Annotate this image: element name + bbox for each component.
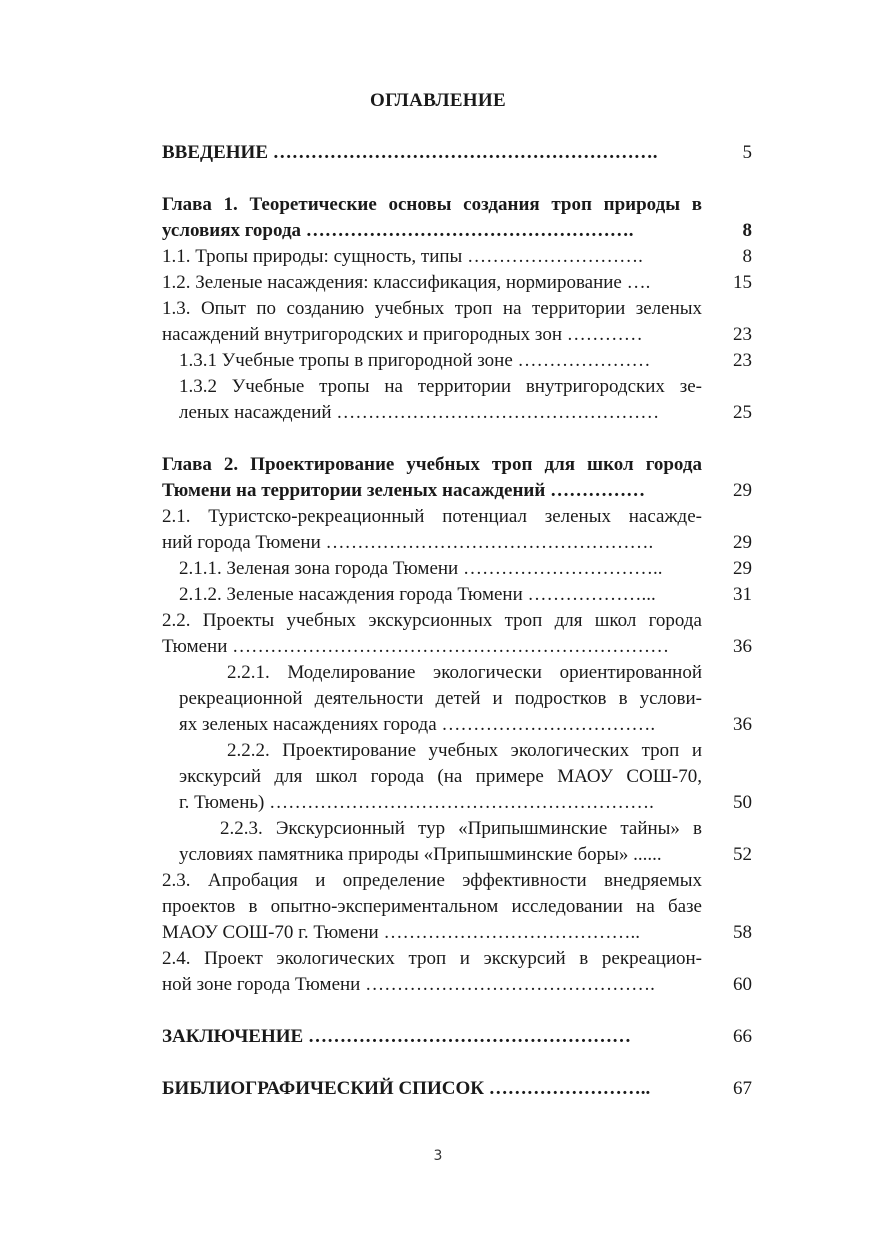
toc-line: 2.2.2. Проектирование учебных экологических троп и (227, 740, 702, 761)
toc-line: условиях памятника природы «Припышминские боры» ...... (179, 844, 662, 865)
toc-page-number: 67 (733, 1078, 752, 1099)
toc-line: Тюмени на территории зеленых насаждений …………… (162, 480, 646, 501)
toc-line: 2.4. Проект экологических троп и экскурсий в рекреацион- (162, 948, 702, 969)
toc-line: МАОУ СОШ-70 г. Тюмени ………………………………….. (162, 922, 640, 943)
page-number: 3 (433, 1148, 443, 1164)
toc-line: 1.3.1 Учебные тропы в пригородной зоне ………………… (179, 350, 651, 371)
toc-page-number: 25 (733, 402, 752, 423)
toc-line: условиях города ……………………………………………. (162, 220, 634, 241)
toc-line: 2.1. Туристско-рекреационный потенциал зеленых насажде- (162, 506, 702, 527)
toc-line: 2.1.2. Зеленые насаждения города Тюмени ………………... (179, 584, 656, 605)
toc-line: 1.2. Зеленые насаждения: классификация, нормирование …. (162, 272, 651, 293)
toc-page-number: 36 (733, 636, 752, 657)
toc-page-number: 50 (733, 792, 752, 813)
toc-line: 1.3.2 Учебные тропы на территории внутригородских зе- (179, 376, 702, 397)
toc-line: БИБЛИОГРАФИЧЕСКИЙ СПИСОК …………………….. (162, 1078, 651, 1099)
toc-line: ЗАКЛЮЧЕНИЕ …………………………………………… (162, 1026, 631, 1047)
toc-page-number: 23 (733, 324, 752, 345)
toc-line: ной зоне города Тюмени ………………………………………. (162, 974, 655, 995)
toc-page-number: 66 (733, 1026, 752, 1047)
toc-line: рекреационной деятельности детей и подростков в услови- (179, 688, 702, 709)
toc-page-number: 29 (733, 532, 752, 553)
toc-line: насаждений внутригородских и пригородных зон ………… (162, 324, 643, 345)
toc-line: ях зеленых насаждениях города ……………………………. (179, 714, 656, 735)
toc-line: 1.1. Тропы природы: сущность, типы ………………………. (162, 246, 643, 267)
toc-line: Глава 2. Проектирование учебных троп для школ города (162, 454, 702, 475)
toc-page-number: 36 (733, 714, 752, 735)
toc-page-number: 15 (733, 272, 752, 293)
toc-line: ВВЕДЕНИЕ ……………………………………………………. (162, 142, 658, 163)
toc-line: 2.2. Проекты учебных экскурсионных троп для школ города (162, 610, 702, 631)
toc-page-number: 58 (733, 922, 752, 943)
toc-line: 2.1.1. Зеленая зона города Тюмени ………………………….. (179, 558, 663, 579)
toc-line: ний города Тюмени ……………………………………………. (162, 532, 654, 553)
toc-line: 2.2.1. Моделирование экологически ориентированной (227, 662, 702, 683)
page-title: ОГЛАВЛЕНИЕ (370, 90, 506, 111)
toc-page-number: 29 (733, 480, 752, 501)
toc-page-number: 8 (742, 246, 752, 267)
toc-page-number: 23 (733, 350, 752, 371)
toc-line: экскурсий для школ города (на примере МАОУ СОШ-70, (179, 766, 702, 787)
toc-line: 1.3. Опыт по созданию учебных троп на территории зеленых (162, 298, 702, 319)
toc-line: леных насаждений …………………………………………… (179, 402, 660, 423)
toc-line: Тюмени …………………………………………………………… (162, 636, 670, 657)
toc-page-number: 31 (733, 584, 752, 605)
toc-line: Глава 1. Теоретические основы создания троп природы в (162, 194, 702, 215)
toc-line: г. Тюмень) ……………………………………………………. (179, 792, 654, 813)
toc-page-number: 52 (733, 844, 752, 865)
toc-page-number: 5 (742, 142, 752, 163)
toc-page-number: 8 (742, 220, 752, 241)
toc-line: проектов в опытно-экспериментальном исследовании на базе (162, 896, 702, 917)
toc-page-number: 29 (733, 558, 752, 579)
toc-line: 2.2.3. Экскурсионный тур «Припышминские тайны» в (220, 818, 702, 839)
toc-line: 2.3. Апробация и определение эффективности внедряемых (162, 870, 702, 891)
toc-page-number: 60 (733, 974, 752, 995)
